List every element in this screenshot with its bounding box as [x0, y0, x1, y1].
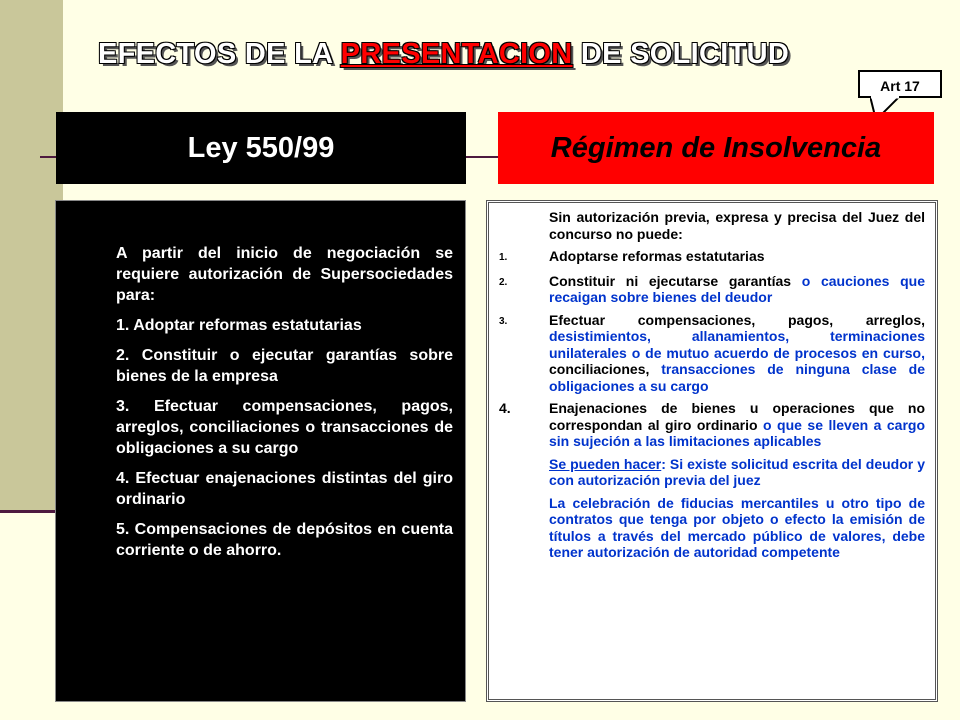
- left-item: 5. Compensaciones de depósitos en cuenta corriente o de ahorro.: [116, 521, 453, 559]
- right-note: [499, 456, 925, 489]
- item-text-highlight: o cauciones que recaigan sobre bienes del deudor: [549, 272, 926, 305]
- item-text: conciliaciones,: [549, 361, 662, 377]
- left-intro: A partir del inicio de negociación se requiere autorización de Supersociedades para:: [116, 245, 453, 304]
- right-panel: [486, 200, 938, 702]
- item-text-highlight: desistimientos, allanamientos, terminaciones unilaterales o de mutuo acuerdo de procesos en curso,: [549, 328, 925, 361]
- right-item: [499, 273, 925, 306]
- item-number: 3.: [499, 315, 508, 327]
- header-regimen-insolvencia: Régimen de Insolvencia: [498, 112, 934, 184]
- title-accent: PRESENTACION: [340, 38, 573, 70]
- right-item: [499, 400, 925, 450]
- item-text: Adoptarse reformas estatutarias: [549, 248, 765, 264]
- left-item: 4. Efectuar enajenaciones distintas del giro ordinario: [116, 470, 453, 508]
- right-intro: Sin autorización previa, expresa y precisa del Juez del concurso no puede:: [549, 209, 925, 242]
- article-callout: Art 17: [858, 70, 942, 98]
- left-item: 3. Efectuar compensaciones, pagos, arreglos, conciliaciones o transacciones de obligaciones a su cargo: [116, 398, 453, 457]
- left-panel: [55, 200, 466, 702]
- item-text-highlight: transacciones de ninguna clase de obligaciones a su cargo: [549, 361, 925, 394]
- right-intro-row: [499, 209, 925, 242]
- item-number: 4.: [499, 400, 511, 416]
- title-part-2: DE SOLICITUD: [572, 38, 790, 70]
- left-item: 1. Adoptar reformas estatutarias: [116, 317, 362, 334]
- item-text: Efectuar compensaciones, pagos, arreglos,: [549, 311, 925, 328]
- side-bar-decoration: [0, 0, 63, 512]
- right-item: [499, 312, 925, 395]
- divider-line: [466, 156, 498, 158]
- divider-line: [40, 156, 56, 158]
- item-text: Constituir ni ejecutarse garantías: [549, 272, 792, 289]
- note-underlined: Se pueden hacer: [549, 455, 662, 472]
- title-part-1: EFECTOS DE LA: [98, 38, 341, 70]
- left-item: 2. Constituir o ejecutar garantías sobre bienes de la empresa: [116, 347, 453, 385]
- item-text: Enajenaciones de bienes u operaciones que no correspondan al giro ordinario: [549, 400, 925, 433]
- right-item: [499, 248, 925, 267]
- item-number: 2.: [499, 276, 508, 288]
- item-number: 1.: [499, 252, 508, 263]
- item-text-highlight: o que se lleven a cargo sin sujeción a las limitaciones aplicables: [549, 416, 926, 449]
- slide-title: [98, 38, 789, 71]
- divider-line: [0, 510, 56, 513]
- note-text: La celebración de fiducias mercantiles u otro tipo de contratos que tenga por objeto o efecto la emisión de títulos a través del mercado público de valores, debe tener autorización de autoridad competente: [549, 494, 925, 560]
- header-ley-550: Ley 550/99: [56, 112, 466, 184]
- right-note: [499, 495, 925, 561]
- note-text: : Si existe solicitud escrita del deudor y con autorización previa del juez: [549, 455, 925, 488]
